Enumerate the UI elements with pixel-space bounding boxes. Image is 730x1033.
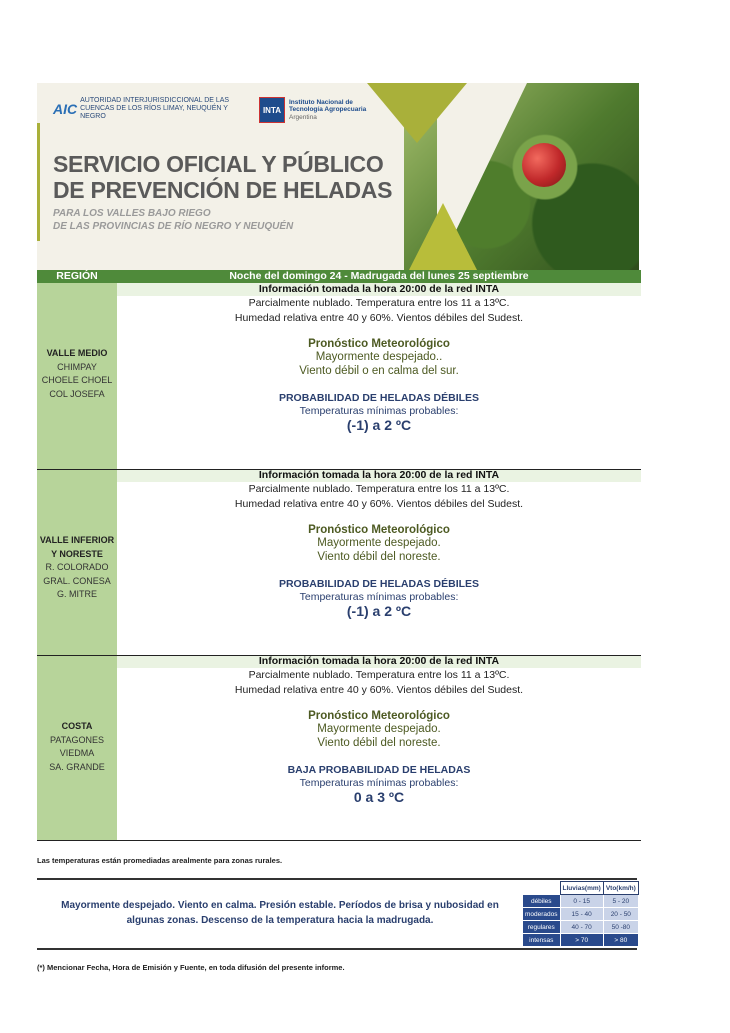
region-name: COSTA [61, 721, 93, 731]
min-temp-label: Temperaturas mínimas probables: [299, 777, 459, 789]
frost-probability: BAJA PROBABILIDAD DE HELADAS [287, 764, 471, 776]
region-label [37, 720, 117, 774]
legend-wind-value: > 80 [603, 934, 638, 947]
legend-row [523, 895, 639, 908]
section-content [117, 469, 641, 620]
info-source: Información tomada la hora 20:00 de la red INTA [258, 283, 500, 295]
inta-country: Argentina [289, 113, 317, 121]
locality: R. COLORADO [45, 562, 109, 572]
legend-rain-value: 15 - 40 [560, 908, 603, 921]
region-section [37, 655, 641, 841]
forecast-line: Viento débil del noreste. [317, 550, 441, 563]
legend-rain-value: 0 - 15 [560, 895, 603, 908]
observation-line: Humedad relativa entre 40 y 60%. Vientos débiles del Sudest. [234, 497, 524, 510]
legend-wind-header: Vto(km/h) [603, 882, 638, 895]
region-label [37, 534, 117, 602]
forecast-line: Mayormente despejado. [317, 537, 441, 549]
info-source: Información tomada la hora 20:00 de la red INTA [258, 469, 500, 481]
header-banner [37, 83, 639, 270]
legend-label: regulares [523, 921, 561, 934]
min-temp-range: 0 a 3 ºC [353, 789, 405, 805]
legend-label: moderados [523, 908, 561, 921]
legend-label: débiles [523, 895, 561, 908]
forecast-title: Pronóstico Meteorológico [308, 524, 450, 536]
legend-row [523, 921, 639, 934]
locality: G. MITRE [57, 589, 97, 599]
region-name: VALLE MEDIO [46, 348, 108, 358]
apple-graphic [522, 143, 566, 187]
citation-note: (*) Mencionar Fecha, Hora de Emisión y Fuente, en toda difusión del presente informe. [37, 963, 345, 972]
section-content [117, 283, 641, 434]
observation-line: Parcialmente nublado. Temperatura entre los 11 a 13ºC. [248, 297, 510, 309]
forecast-line: Mayormente despejado.. [315, 351, 443, 363]
inta-logo [259, 97, 379, 123]
legend-row [523, 934, 639, 947]
decor-triangle [409, 203, 477, 270]
legend-header-row [523, 882, 639, 895]
min-temp-range: (-1) a 2 ºC [346, 417, 412, 433]
legend-wind-value: 20 - 50 [603, 908, 638, 921]
banner-subtitle [53, 207, 293, 233]
locality: CHIMPAY [57, 361, 97, 372]
legend-wind-value: 50 -80 [603, 921, 638, 934]
legend-corner [523, 882, 561, 895]
locality: COL JOSEFA [49, 388, 105, 399]
region-name: VALLE INFERIOR [39, 535, 115, 545]
region-column-header: REGIÓN [56, 270, 98, 282]
banner-title-line: DE PREVENCIÓN DE HELADAS [53, 177, 393, 203]
table-header [37, 270, 641, 283]
decor-triangle [367, 83, 467, 143]
frost-probability: PROBABILIDAD DE HELADAS DÉBILES [278, 392, 480, 404]
legend-rain-header: Lluvias(mm) [560, 882, 603, 895]
inta-logo-mark: INTA [259, 97, 285, 123]
observation-line: Humedad relativa entre 40 y 60%. Vientos débiles del Sudest. [234, 311, 524, 324]
forecast-title: Pronóstico Meteorológico [308, 710, 450, 722]
min-temp-range: (-1) a 2 ºC [346, 603, 412, 619]
info-source: Información tomada la hora 20:00 de la red INTA [258, 655, 500, 667]
locality: SA. GRANDE [49, 761, 105, 772]
period-column-header: Noche del domingo 24 - Madrugada del lunes 25 septiembre [229, 270, 529, 282]
forecast-line: Mayormente despejado. [317, 723, 441, 735]
banner-subtitle-line: DE LAS PROVINCIAS DE RÍO NEGRO Y NEUQUÉN [53, 221, 294, 232]
region-section [37, 469, 641, 655]
min-temp-label: Temperaturas mínimas probables: [299, 591, 459, 603]
legend-rain-value: > 70 [560, 934, 603, 947]
decor-bar [37, 123, 40, 241]
locality: CHOELE CHOEL [41, 375, 113, 385]
aic-logo-mark: AIC [53, 101, 78, 117]
summary-box [37, 878, 637, 950]
legend-rain-value: 40 - 70 [560, 921, 603, 934]
region-name: Y NORESTE [51, 548, 103, 559]
observation-line: Humedad relativa entre 40 y 60%. Vientos débiles del Sudest. [234, 683, 524, 696]
legend-wind-value: 5 - 20 [603, 895, 638, 908]
areal-note: Las temperaturas están promediadas arealmente para zonas rurales. [37, 856, 283, 865]
banner-title-line: SERVICIO OFICIAL Y PÚBLICO [53, 151, 384, 177]
forecast-line: Viento débil o en calma del sur. [299, 364, 459, 377]
inta-name: Instituto Nacional de Tecnología Agropecuaria [289, 98, 367, 114]
section-content [117, 655, 641, 806]
min-temp-label: Temperaturas mínimas probables: [299, 405, 459, 417]
frost-probability: PROBABILIDAD DE HELADAS DÉBILES [278, 578, 480, 590]
legend-label: intensas [523, 934, 561, 947]
forecast-line: Viento débil del noreste. [317, 736, 441, 749]
locality: VIEDMA [59, 748, 95, 758]
banner-subtitle-line: PARA LOS VALLES BAJO RIEGO [53, 208, 211, 219]
aic-logo-text: AUTORIDAD INTERJURISDICCIONAL DE LAS CUENCAS DE LOS RÍOS LIMAY, NEUQUÉN Y NEGRO [80, 97, 230, 120]
region-label [37, 347, 117, 401]
forecast-title: Pronóstico Meteorológico [308, 338, 450, 350]
inta-logo-text [289, 99, 379, 122]
locality: PATAGONES [49, 734, 104, 745]
section-divider [37, 840, 641, 841]
intensity-legend [522, 881, 639, 947]
region-section [37, 283, 641, 469]
banner-title [53, 151, 392, 203]
summary-text: Mayormente despejado. Viento en calma. Presión estable. Períodos de brisa y nubosidad en algunas zonas. Descenso de la temperatura hacia la madrugada. [61, 900, 499, 926]
observation-line: Parcialmente nublado. Temperatura entre los 11 a 13ºC. [248, 669, 510, 681]
aic-logo [53, 97, 240, 121]
locality: GRAL. CONESA [43, 575, 111, 586]
observation-line: Parcialmente nublado. Temperatura entre los 11 a 13ºC. [248, 483, 510, 495]
legend-row [523, 908, 639, 921]
